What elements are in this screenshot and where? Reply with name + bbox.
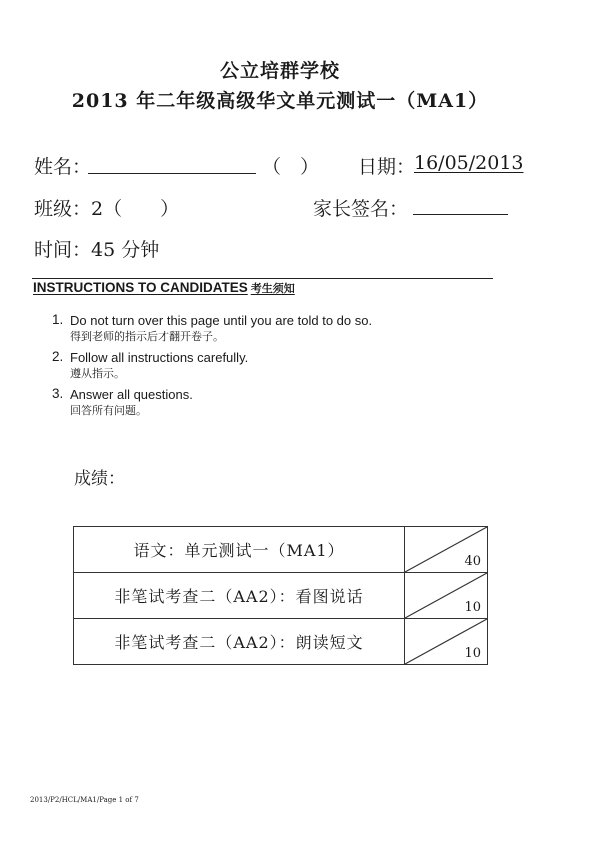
score-max: 40 xyxy=(464,554,481,569)
parent-sign-blank-line xyxy=(413,214,508,215)
grade-label: 成绩： xyxy=(74,469,125,489)
instructions-list xyxy=(52,312,452,423)
instruction-text-cn: 回答所有问题。 xyxy=(70,404,147,417)
score-cell xyxy=(405,619,488,665)
instructions-heading-cn: 考生须知 xyxy=(250,282,295,295)
parent-sign-label: 家长签名： xyxy=(313,198,409,220)
instruction-text-cn: 遵从指示。 xyxy=(70,367,125,380)
score-cell xyxy=(405,573,488,619)
score-subject: 非笔试考查二（AA2）：朗读短文 xyxy=(74,619,405,665)
instructions-heading-en: INSTRUCTIONS TO CANDIDATES xyxy=(33,280,248,295)
score-cell xyxy=(405,527,488,573)
instruction-item xyxy=(52,386,452,418)
instruction-number: 2. xyxy=(52,349,64,364)
score-subject: 语文：单元测试一（MA1） xyxy=(74,527,405,573)
score-row xyxy=(74,527,488,573)
exam-title: 2013 年二年级高级华文单元测试一（MA1） xyxy=(71,90,489,112)
score-subject: 非笔试考查二（AA2）：看图说话 xyxy=(74,573,405,619)
instruction-text-en: Answer all questions. xyxy=(70,387,193,402)
score-row xyxy=(74,573,488,619)
class-label: 班级：2（ ） xyxy=(34,198,180,220)
instruction-text-en: Do not turn over this page until you are told to do so. xyxy=(70,313,373,328)
instruction-number: 3. xyxy=(52,386,64,401)
time-label: 时间：45 分钟 xyxy=(34,239,160,261)
score-table xyxy=(73,526,488,665)
name-label: 姓名： xyxy=(34,156,92,178)
index-number-blank: （ ） xyxy=(262,156,320,178)
instruction-number: 1. xyxy=(52,312,64,327)
divider xyxy=(32,278,493,279)
date-value: 16/05/2013 xyxy=(414,152,524,174)
name-blank-line xyxy=(88,173,256,174)
school-name: 公立培群学校 xyxy=(219,60,340,82)
page-footer: 2013/P2/HCL/MA1/Page 1 of 7 xyxy=(30,796,139,804)
instruction-item xyxy=(52,312,452,344)
instruction-item xyxy=(52,349,452,381)
score-max: 10 xyxy=(464,646,481,661)
score-row xyxy=(74,619,488,665)
date-label: 日期： xyxy=(358,156,416,178)
instruction-text-en: Follow all instructions carefully. xyxy=(70,350,249,365)
score-max: 10 xyxy=(464,600,481,615)
instructions-heading xyxy=(33,280,295,296)
instruction-text-cn: 得到老师的指示后才翻开卷子。 xyxy=(70,330,224,343)
